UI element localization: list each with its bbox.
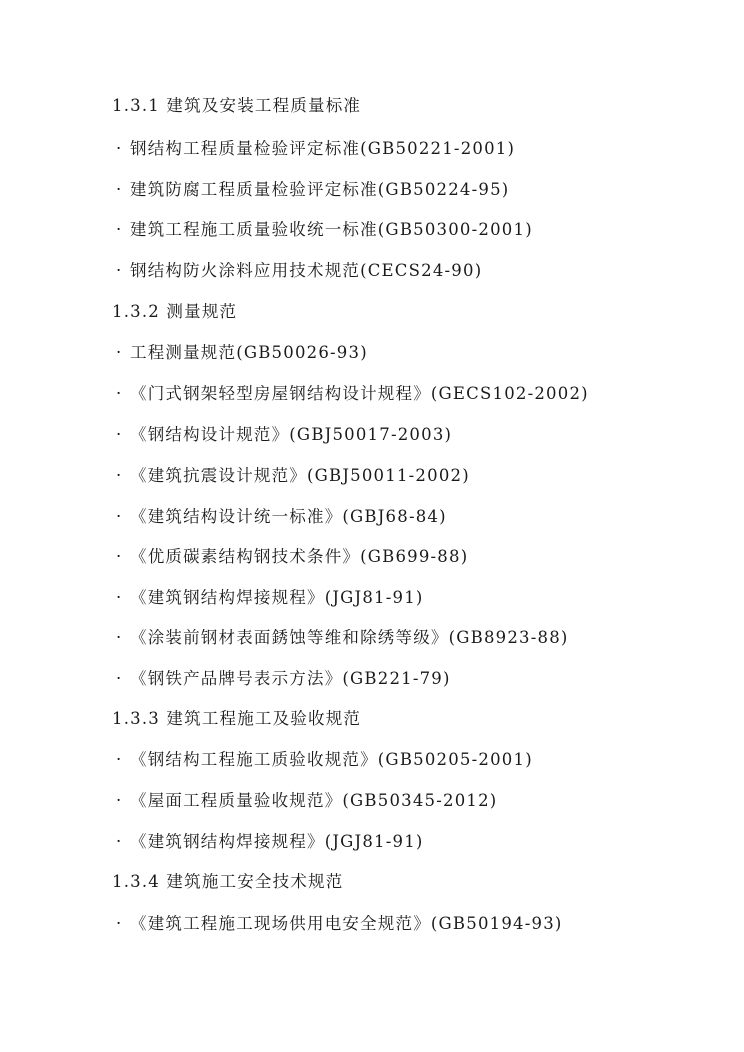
list-item-text: 《优质碳素结构钢技术条件》(GB699-88) [130,547,469,566]
bullet: · [116,832,123,851]
list-item-text: 《建筑钢结构焊接规程》(JGJ81-91) [130,832,424,851]
bullet: · [116,384,123,403]
list-item [116,587,424,609]
list-item-text: 《建筑结构设计统一标准》(GBJ68-84) [130,507,447,526]
bullet: · [116,628,123,647]
list-item-text: 钢结构工程质量检验评定标准(GB50221-2001) [130,139,516,158]
list-item-text: 《钢结构工程施工质验收规范》(GB50205-2001) [130,750,533,769]
list-item [116,179,509,201]
list-item [116,627,569,649]
bullet: · [116,220,123,239]
list-item [116,465,470,487]
list-item [116,749,533,771]
bullet: · [116,669,123,688]
bullet: · [116,588,123,607]
bullet: · [116,425,123,444]
list-item [116,546,468,568]
list-item-text: 钢结构防火涂料应用技术规范(CECS24-90) [130,261,483,280]
list-item [116,831,424,853]
list-item [116,138,515,160]
bullet: · [116,791,123,810]
bullet: · [116,343,123,362]
list-item [116,342,368,364]
list-item-text: 《屋面工程质量验收规范》(GB50345-2012) [130,791,498,810]
section-heading: 1.3.3 建筑工程施工及验收规范 [112,709,362,728]
list-item [116,790,497,812]
list-item-text: 建筑工程施工质量验收统一标准(GB50300-2001) [130,220,533,239]
list-item-text: 《建筑工程施工现场供用电安全规范》(GB50194-93) [130,914,563,933]
list-item-text: 建筑防腐工程质量检验评定标准(GB50224-95) [130,180,510,199]
list-item-text: 《钢铁产品牌号表示方法》(GB221-79) [130,669,451,688]
list-item-text: 《建筑抗震设计规范》(GBJ50011-2002) [130,466,470,485]
bullet: · [116,180,123,199]
bullet: · [116,914,123,933]
list-item-text: 《门式钢架轻型房屋钢结构设计规程》(GECS102-2002) [130,384,589,403]
bullet: · [116,466,123,485]
list-item [116,668,451,690]
list-item [116,506,447,528]
bullet: · [116,750,123,769]
bullet: · [116,261,123,280]
bullet: · [116,547,123,566]
bullet: · [116,139,123,158]
list-item [116,219,533,241]
list-item [116,913,563,935]
section-heading: 1.3.1 建筑及安装工程质量标准 [112,96,362,115]
list-item [116,260,482,282]
section-heading: 1.3.2 测量规范 [112,302,238,321]
list-item [116,383,589,405]
list-item-text: 《涂装前钢材表面銹蚀等维和除绣等级》(GB8923-88) [130,628,569,647]
list-item [116,424,452,446]
section-heading: 1.3.4 建筑施工安全技术规范 [112,872,344,891]
list-item-text: 《钢结构设计规范》(GBJ50017-2003) [130,425,453,444]
bullet: · [116,507,123,526]
list-item-text: 工程测量规范(GB50026-93) [130,343,368,362]
list-item-text: 《建筑钢结构焊接规程》(JGJ81-91) [130,588,424,607]
